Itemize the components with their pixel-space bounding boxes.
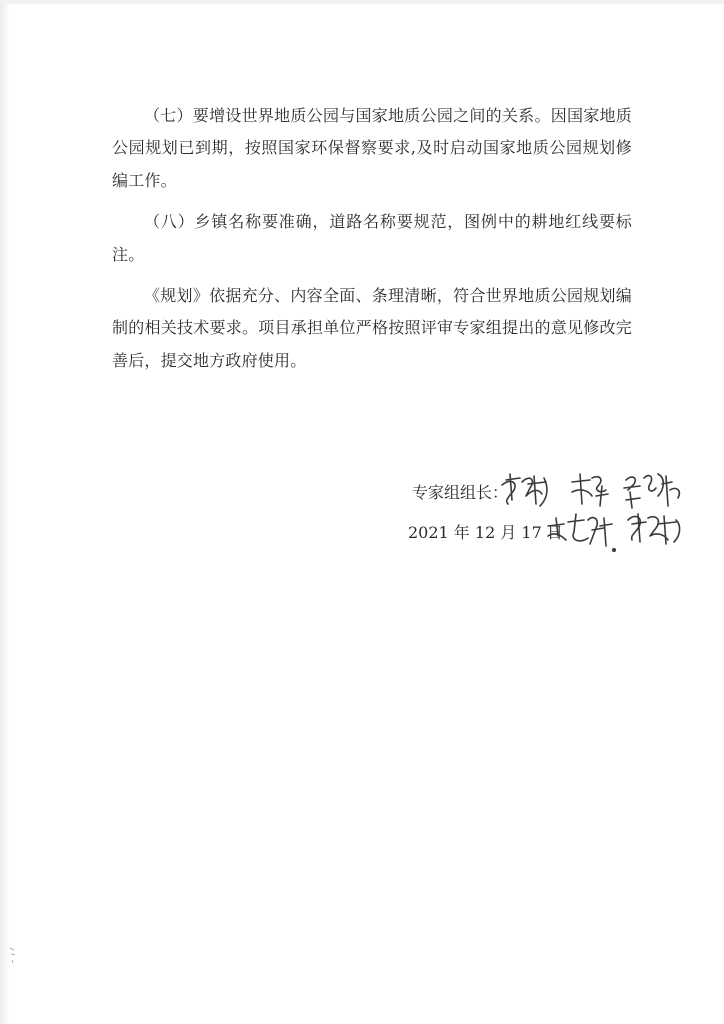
document-date: 2021 年 12 月 17 日	[408, 523, 563, 542]
paragraph-seven: （七）要增设世界地质公园与国家地质公园之间的关系。因国家地质公园规划已到期，按照国家环保督察要求,及时启动国家地质公园规划修编工作。	[112, 106, 632, 190]
paragraph-eight: （八）乡镇名称要准确，道路名称要规范，图例中的耕地红线要标注。	[112, 212, 632, 264]
signature-one	[502, 474, 547, 506]
signature-two	[572, 474, 608, 506]
signature-label: 专家组组长：	[412, 483, 509, 502]
signature-five	[628, 514, 680, 544]
document-body	[112, 100, 632, 386]
signature-four	[548, 514, 615, 551]
signature-three	[624, 474, 679, 508]
paragraph-conclusion: 《规划》依据充分、内容全面、条理清晰，符合世界地质公园规划编制的相关技术要求。项目承担单位严格按照评审专家组提出的意见修改完善后，提交地方政府使用。	[112, 286, 632, 370]
scan-speck	[8, 944, 18, 966]
handwritten-signatures	[500, 460, 710, 570]
scan-top-shadow	[0, 0, 724, 4]
scan-edge-shadow	[0, 0, 10, 1024]
